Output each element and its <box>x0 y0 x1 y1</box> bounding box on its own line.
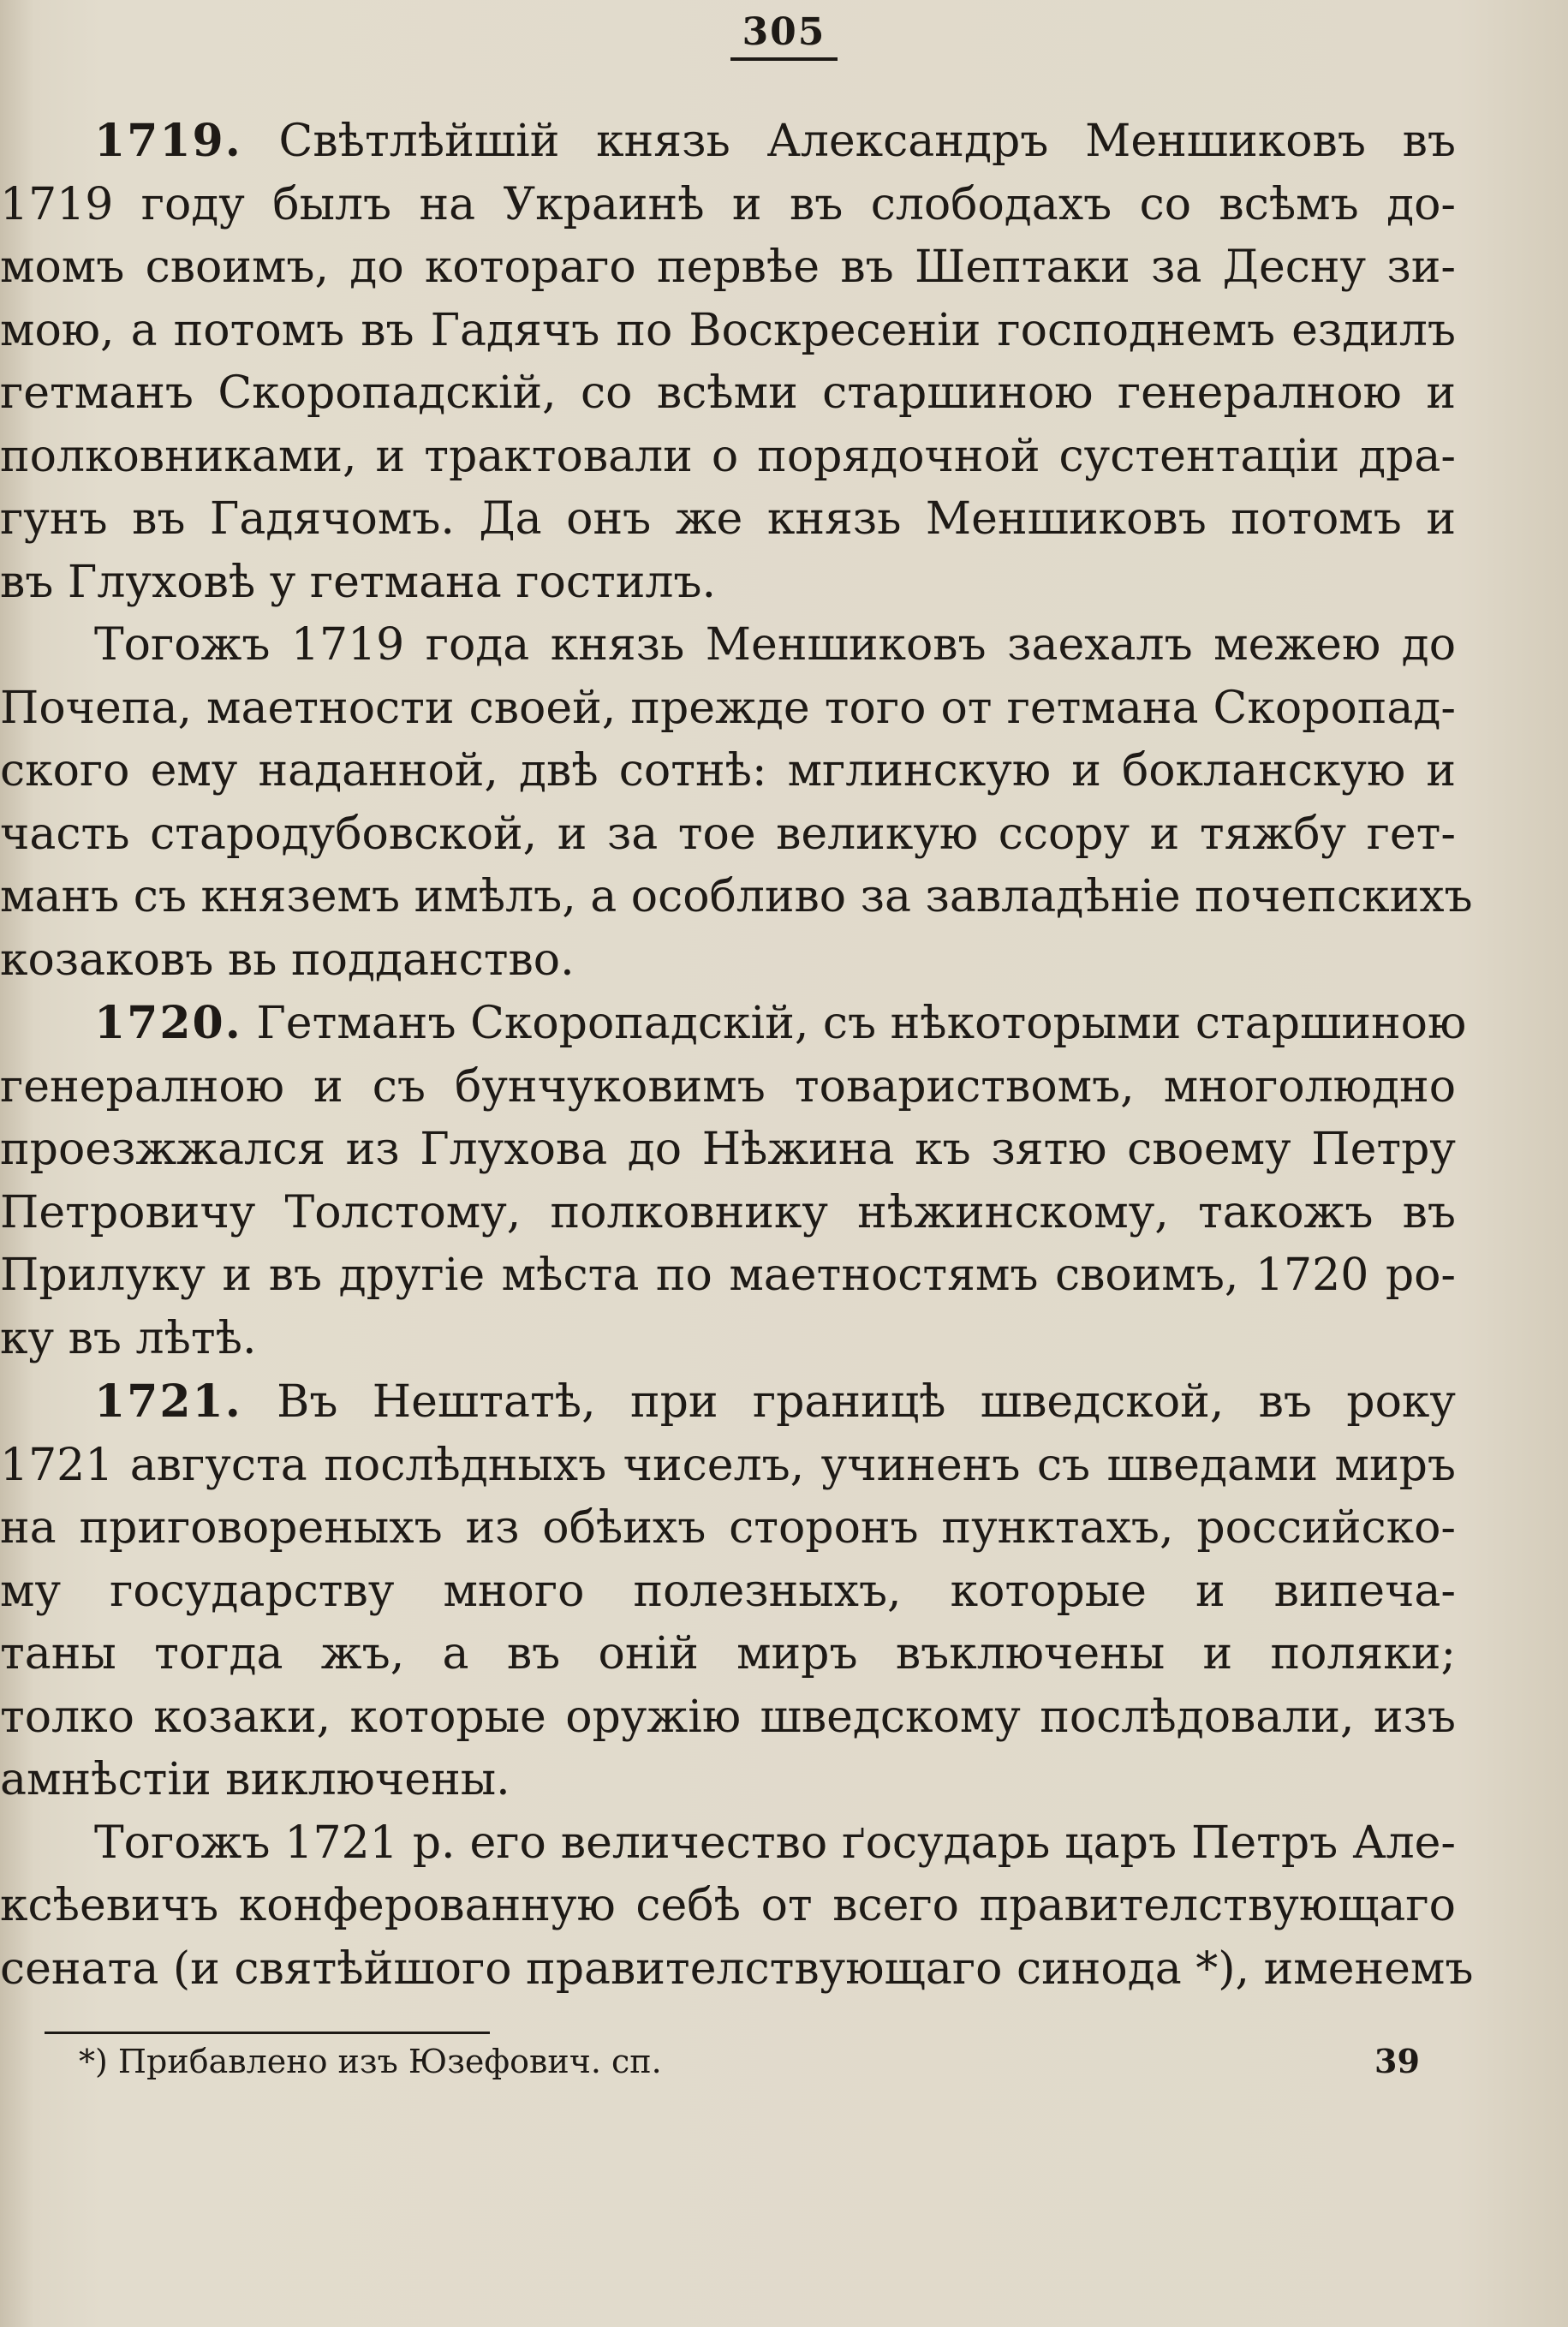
text-line: таны тогда жъ, а въ оній миръ въключены и поляки; <box>0 1628 1456 1680</box>
text-line: гунъ въ Гадячомъ. Да онъ же князь Меншиковъ потомъ и <box>0 493 1456 545</box>
text-line: 1721. Въ Нештатѣ, при границѣ шведской, въ року <box>94 1375 1456 1428</box>
text-line: 1719 году былъ на Украинѣ и въ слободахъ со всѣмъ до- <box>0 178 1456 230</box>
year-heading: 1721. <box>94 1375 242 1428</box>
text-line: ксѣевичъ конферованную себѣ от всего правителствующаго <box>0 1880 1456 1931</box>
text-line: гетманъ Скоропадскій, со всѣми старшиною генералною и <box>0 367 1456 419</box>
text-line: на приговореныхъ из обѣихъ сторонъ пунктахъ, российско- <box>0 1502 1456 1554</box>
text-line: Тогожъ 1719 года князь Меншиковъ заехалъ межею до <box>94 619 1456 671</box>
text-line: козаковъ вь подданство. <box>0 934 575 986</box>
text-line: момъ своимъ, до котораго первѣе въ Шептаки за Десну зи- <box>0 242 1456 293</box>
text-line: 1721 августа послѣдныхъ чиселъ, учиненъ съ шведами миръ <box>0 1439 1456 1491</box>
text-line: 1720. Гетманъ Скоропадскій, съ нѣкоторыми старшиною <box>94 997 1467 1049</box>
text-line: толко козаки, которые оружію шведскому послѣдовали, изъ <box>0 1691 1456 1743</box>
paragraph-1719-continued <box>0 614 1473 992</box>
text-line: ского ему наданной, двѣ сотнѣ: мглинскую и бокланскую и <box>0 745 1456 797</box>
year-heading: 1720. <box>94 997 242 1049</box>
paragraph-1720 <box>0 992 1467 1370</box>
text-line: ку въ лѣтѣ. <box>0 1312 257 1364</box>
footnote: *) Прибавлено изъ Юзефович. сп. <box>79 2043 662 2080</box>
text-line: часть стародубовской, и за тое великую ссору и тяжбу гет- <box>0 808 1456 860</box>
paragraph-1719 <box>0 110 1456 614</box>
text-line: полковниками, и трактовали о порядочной сустентаціи дра- <box>0 430 1456 482</box>
text-line: Петровичу Толстому, полковнику нѣжинскому, такожъ въ <box>0 1186 1456 1238</box>
text-line: 1719. Свѣтлѣйшій князь Александръ Меншиковъ въ <box>94 115 1456 167</box>
text-line: амнѣстіи виключены. <box>0 1754 510 1805</box>
text-line: мою, а потомъ въ Гадячъ по Воскресеніи господнемъ ездилъ <box>0 304 1456 356</box>
text-line: му государству много полезныхъ, которые и випеча- <box>0 1565 1456 1617</box>
text-line: Почепа, маетности своей, прежде того от гетмана Скоропад- <box>0 682 1456 734</box>
text-line: Прилуку и въ другіе мѣста по маетностямъ своимъ, 1720 ро- <box>0 1250 1456 1301</box>
paragraph-1721-continued <box>0 1812 1474 2002</box>
text-line: Тогожъ 1721 р. его величество ґосударь царъ Петръ Але- <box>94 1817 1456 1869</box>
text-line: манъ съ княземъ имѣлъ, а особливо за завладѣніе почепскихъ <box>0 871 1473 922</box>
text-line: въ Глуховѣ у гетмана гостилъ. <box>0 556 717 608</box>
text-line: генералною и съ бунчуковимъ товариствомъ, многолюдно <box>0 1060 1456 1113</box>
signature-mark: 39 <box>1374 2042 1420 2080</box>
page-body <box>0 110 1474 2001</box>
footnote-divider <box>45 2032 490 2034</box>
paragraph-1721 <box>0 1370 1456 1812</box>
page-number: 305 <box>730 10 838 61</box>
text-line: сената (и святѣйшого правителствующаго синода *), именемъ <box>0 1942 1474 1995</box>
page-number-container <box>0 10 1568 61</box>
year-heading: 1719. <box>94 115 242 167</box>
text-line: проезжжался из Глухова до Нѣжина къ зятю своему Петру <box>0 1124 1456 1175</box>
